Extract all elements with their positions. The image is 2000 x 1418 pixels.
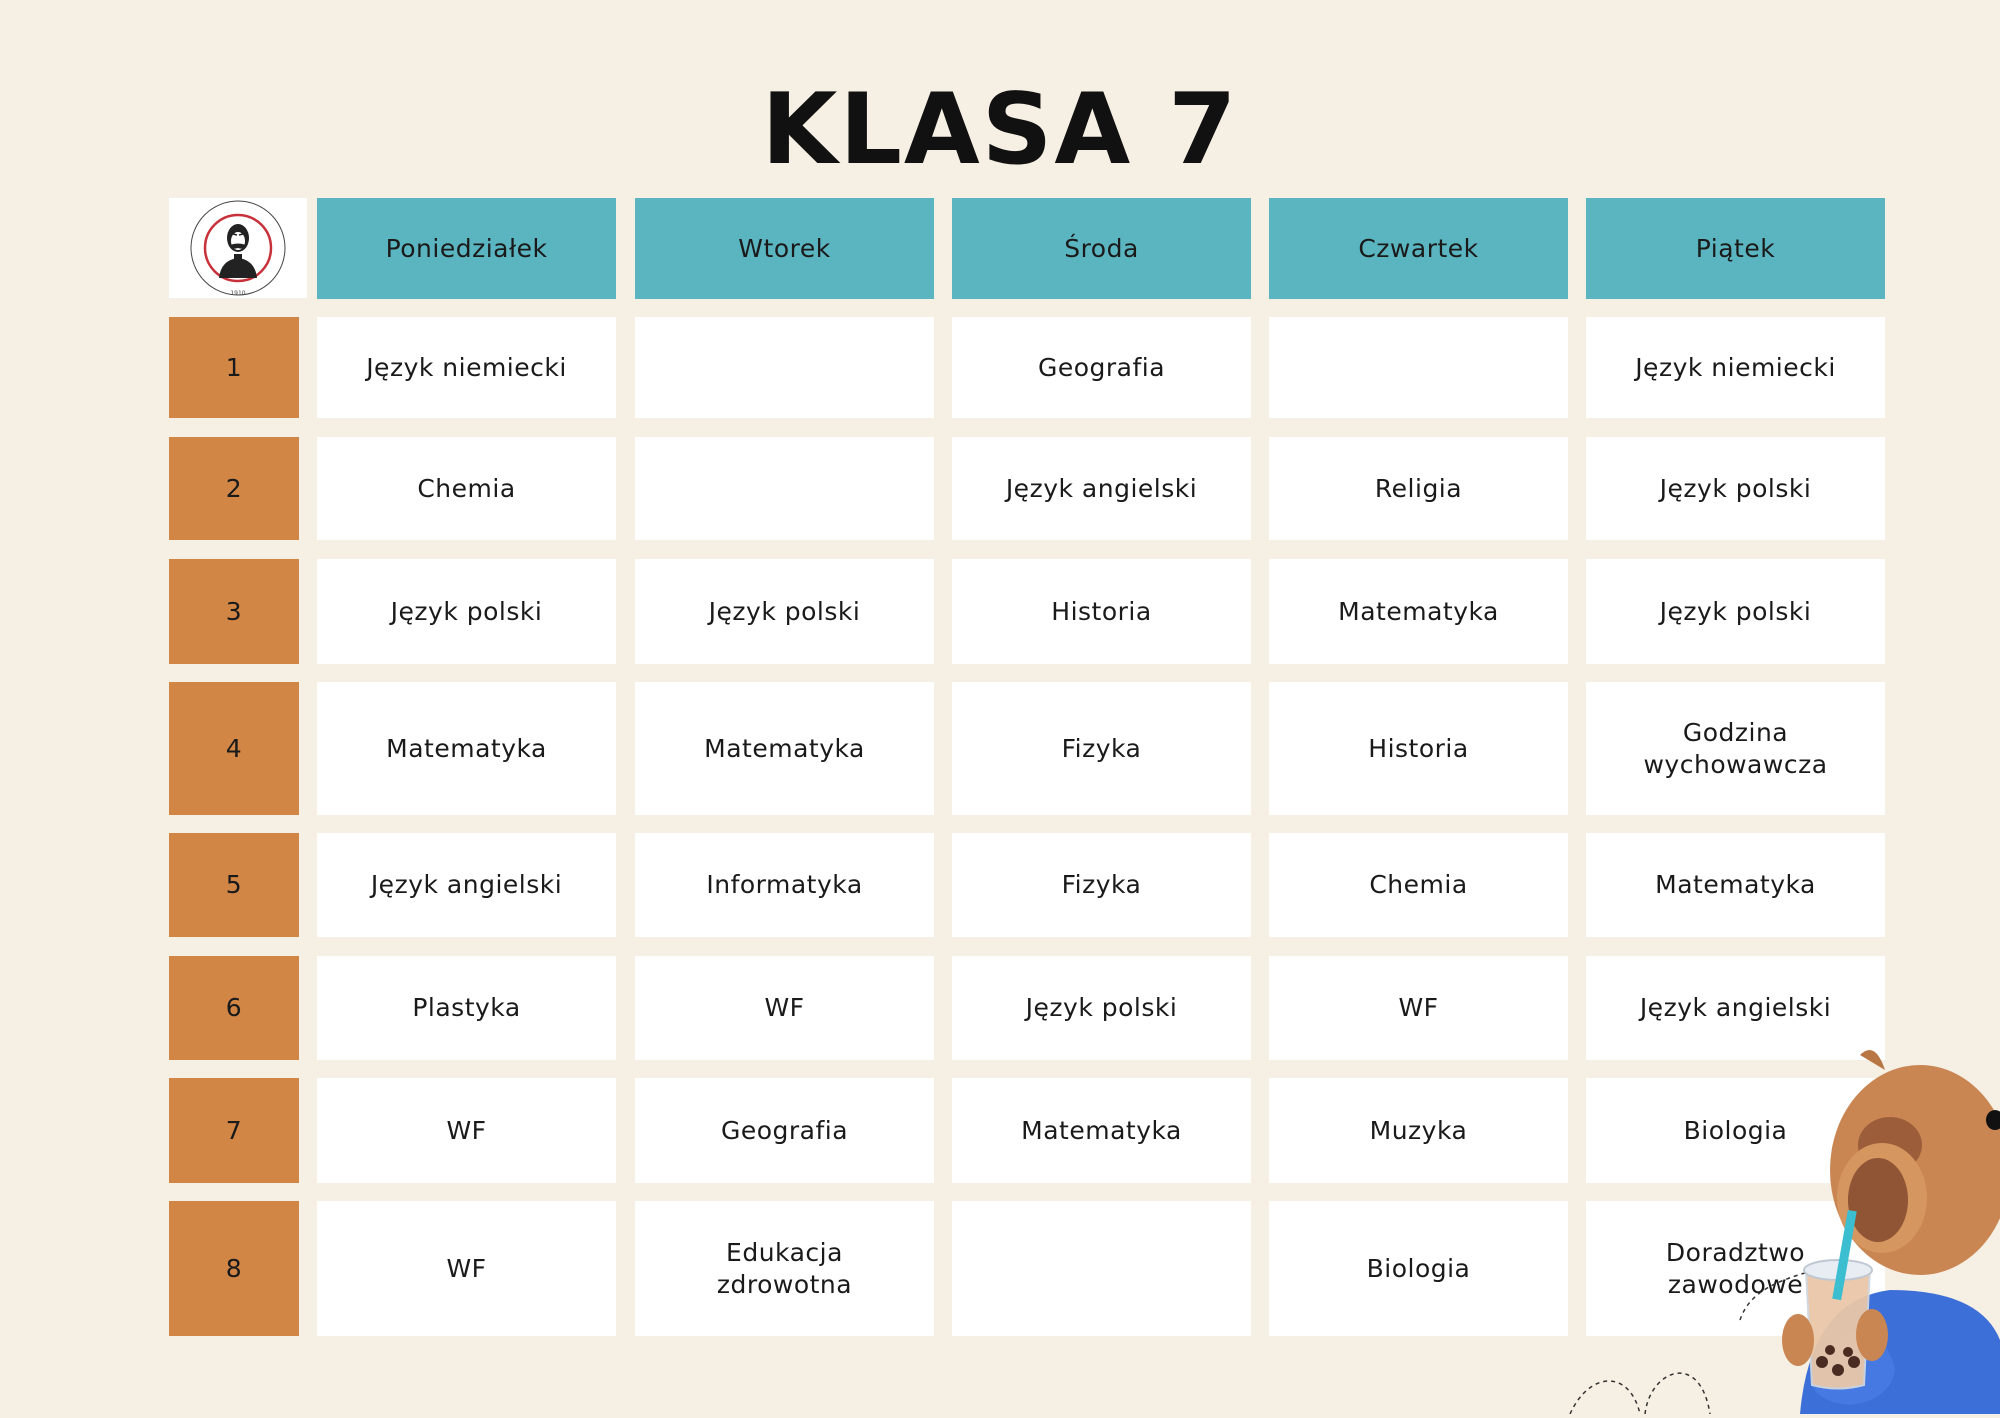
subject-label: Historia	[1051, 596, 1152, 626]
subject-label: Chemia	[1369, 870, 1468, 899]
day-header-cell	[635, 198, 934, 299]
subject-label: Język polski	[390, 596, 543, 626]
subject-cell	[1269, 437, 1568, 540]
day-header-label: Czwartek	[1358, 233, 1479, 263]
day-header-label: Piątek	[1695, 233, 1776, 263]
lesson-number-cell	[169, 682, 299, 815]
day-header-label: Wtorek	[738, 233, 831, 263]
lesson-number-cell	[169, 1201, 299, 1336]
day-header-label: Środa	[1064, 233, 1139, 263]
subject-cell	[317, 437, 616, 540]
subject-cell	[1269, 956, 1568, 1060]
subject-cell	[317, 1201, 616, 1336]
subject-label: Matematyka	[1021, 1115, 1182, 1145]
subject-cell	[317, 1078, 616, 1183]
subject-cell	[1269, 682, 1568, 815]
subject-label: WF	[446, 1115, 487, 1145]
subject-cell	[635, 682, 934, 815]
subject-label: Edukacja zdrowotna	[716, 1237, 853, 1299]
subject-label: Matematyka	[386, 733, 547, 763]
subject-cell	[1586, 833, 1885, 937]
subject-cell	[952, 437, 1251, 540]
subject-label: Matematyka	[1655, 870, 1816, 899]
subject-cell	[952, 1201, 1251, 1336]
subject-cell	[952, 559, 1251, 664]
subject-cell	[952, 317, 1251, 418]
subject-label: Plastyka	[412, 993, 521, 1022]
subject-label: Język niemiecki	[1635, 352, 1836, 382]
subject-label: Fizyka	[1061, 733, 1142, 763]
subject-cell	[317, 956, 616, 1060]
subject-cell	[635, 1078, 934, 1183]
subject-cell	[1586, 437, 1885, 540]
subject-label: Chemia	[417, 473, 516, 503]
lesson-number-cell	[169, 1078, 299, 1183]
subject-label: Język niemiecki	[366, 352, 567, 382]
lesson-number-cell	[169, 956, 299, 1060]
subject-label: Język polski	[1659, 473, 1812, 503]
subject-cell	[952, 833, 1251, 937]
subject-cell	[635, 559, 934, 664]
lesson-number-label: 1	[225, 352, 243, 382]
subject-label: Język angielski	[1005, 473, 1198, 503]
subject-cell	[635, 317, 934, 418]
subject-cell	[317, 317, 616, 418]
subject-label: Historia	[1368, 733, 1469, 763]
day-header-cell	[317, 198, 616, 299]
subject-cell	[635, 833, 934, 937]
subject-cell	[317, 559, 616, 664]
subject-cell	[635, 437, 934, 540]
subject-cell	[635, 1201, 934, 1336]
subject-label: Biologia	[1683, 1115, 1788, 1145]
lesson-number-cell	[169, 437, 299, 540]
lesson-number-cell	[169, 559, 299, 664]
lesson-number-label: 4	[225, 733, 243, 763]
day-header-label: Poniedziałek	[385, 233, 548, 263]
subject-label: Matematyka	[704, 733, 865, 763]
subject-cell	[1269, 1078, 1568, 1183]
subject-cell	[1586, 317, 1885, 418]
lesson-number-cell	[169, 833, 299, 937]
lesson-number-label: 6	[225, 993, 243, 1022]
subject-label: WF	[764, 993, 805, 1022]
logo-year: 1910	[230, 290, 246, 297]
subject-cell	[952, 682, 1251, 815]
lesson-number-label: 3	[225, 596, 243, 626]
subject-label: Religia	[1374, 473, 1463, 503]
subject-cell	[1269, 833, 1568, 937]
subject-label: WF	[1398, 993, 1439, 1022]
subject-cell	[317, 833, 616, 937]
subject-cell	[952, 956, 1251, 1060]
subject-label: Godzina wychowawcza	[1643, 717, 1828, 779]
subject-cell	[635, 956, 934, 1060]
subject-label: Matematyka	[1338, 596, 1499, 626]
subject-cell	[1586, 682, 1885, 815]
school-logo	[169, 198, 307, 298]
capybara-with-bubble-tea-icon	[1560, 1040, 2000, 1414]
page-title: KLASA 7	[761, 73, 1239, 187]
lesson-number-label: 5	[225, 870, 243, 899]
day-header-cell	[1269, 198, 1568, 299]
subject-label: Muzyka	[1369, 1115, 1468, 1145]
subject-cell	[1269, 317, 1568, 418]
subject-cell	[1269, 1201, 1568, 1336]
subject-cell	[1269, 559, 1568, 664]
subject-label: Język polski	[1025, 993, 1178, 1022]
subject-label: Informatyka	[706, 870, 863, 899]
subject-label: WF	[446, 1253, 487, 1283]
subject-label: Doradztwo zawodowe	[1665, 1237, 1806, 1299]
subject-cell	[317, 682, 616, 815]
subject-label: Geografia	[1037, 352, 1166, 382]
lesson-number-cell	[169, 317, 299, 418]
day-header-cell	[1586, 198, 1885, 299]
subject-label: Biologia	[1366, 1253, 1471, 1283]
lesson-number-label: 8	[225, 1253, 243, 1283]
lesson-number-label: 7	[225, 1115, 243, 1145]
subject-label: Język polski	[1659, 596, 1812, 626]
subject-cell	[1586, 559, 1885, 664]
subject-label: Język angielski	[1639, 993, 1832, 1022]
school-seal-logo-icon	[169, 198, 307, 298]
subject-cell	[952, 1078, 1251, 1183]
subject-label: Geografia	[720, 1115, 849, 1145]
subject-label: Język angielski	[370, 870, 563, 899]
day-header-cell	[952, 198, 1251, 299]
subject-label: Fizyka	[1061, 870, 1142, 899]
subject-label: Język polski	[708, 596, 861, 626]
lesson-number-label: 2	[225, 473, 243, 503]
